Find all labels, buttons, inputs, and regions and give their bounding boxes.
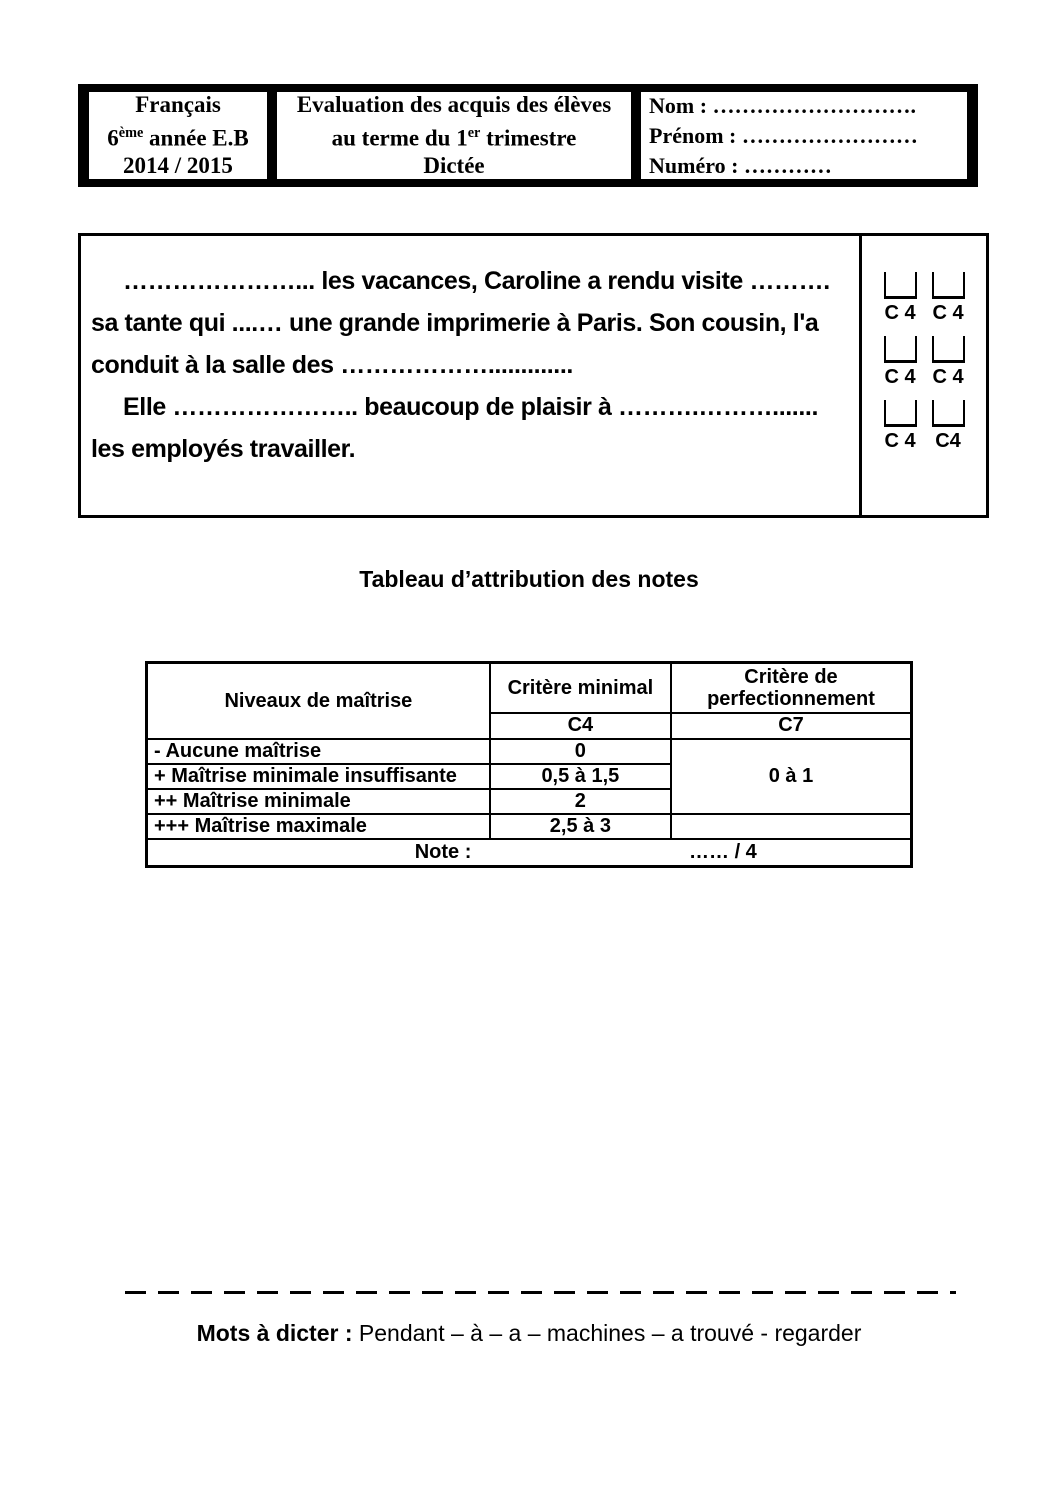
row-label-aucune: - Aucune maîtrise [147,739,490,764]
score-checkbox [884,336,917,363]
course-grade-suffix: année E.B [143,125,249,151]
table-header-row [147,663,912,713]
score-boxes-row-1 [884,272,965,299]
dictation-text [81,236,862,515]
score-checkbox [932,400,965,427]
header-cell-critere-perfectionnement: Critère de perfectionnement [671,663,912,713]
score-labels-row-2 [884,366,965,389]
dictation-line-1: …………………... les vacances, Caroline a rendu visite ………. [123,267,830,295]
row-value-maximale: 2,5 à 3 [490,814,671,839]
header-cell-critere-minimal: Critère minimal [490,663,671,713]
header-course-box [89,92,267,179]
row-label-minimale-insuffisante: + Maîtrise minimale insuffisante [147,764,490,789]
score-label-c4: C 4 [884,430,916,452]
dictation-line-4: Elle ………………….. beaucoup de plaisir à ……….………....... [123,393,818,421]
score-group-2 [884,336,965,389]
score-panel [862,236,986,515]
notes-table [145,661,913,868]
score-label-c4: C 4 [884,302,916,324]
cut-line-dashed [125,1291,956,1294]
note-row-cell [147,839,912,867]
student-number-field: Numéro : ………… [649,152,832,178]
perfectionnement-empty-cell [671,814,912,839]
score-checkbox [932,336,965,363]
subheader-cell-c4: C4 [490,713,671,739]
course-grade-number: 6 [107,125,119,151]
evaluation-title-line1: Evaluation des acquis des élèves [296,91,612,117]
score-label-c4: C 4 [932,302,964,324]
student-firstname-field: Prénom : …………………… [649,122,918,148]
header-cell-niveaux: Niveaux de maîtrise [147,663,490,739]
note-label: Note : [414,840,472,863]
dictation-words-line [0,1320,1058,1347]
header-evaluation-box [277,92,631,179]
dictation-line-5: les employés travailler. [91,435,356,463]
row-value-minimale-insuffisante: 0,5 à 1,5 [490,764,671,789]
course-year: 2014 / 2015 [123,153,233,179]
evaluation-title-line3: Dictée [423,153,485,179]
table-row [147,739,912,764]
course-grade-superscript: ème [118,124,144,141]
evaluation-line2-suffix: trimestre [480,125,577,151]
dictation-box [78,233,989,518]
student-name-field: Nom : ………………………. [649,92,917,118]
row-value-aucune: 0 [490,739,671,764]
header-band [78,84,978,187]
header-student-box [641,92,967,179]
score-checkbox [932,272,965,299]
dictation-line-3: conduit à la salle des ………………............. [91,351,573,379]
score-checkbox [884,272,917,299]
score-labels-row-3 [884,430,965,453]
row-value-minimale: 2 [490,789,671,814]
note-value-field: …… / 4 [689,840,757,863]
score-boxes-row-2 [884,336,965,363]
course-subject: Français [135,91,221,117]
score-group-3 [884,400,965,453]
row-label-maximale: +++ Maîtrise maximale [147,814,490,839]
score-checkbox [884,400,917,427]
dictation-words-list: Pendant – à – a – machines – a trouvé - regarder [352,1320,862,1346]
score-label-c4: C 4 [932,366,964,388]
score-label-c4: C 4 [884,366,916,388]
notes-table-title: Tableau d’attribution des notes [359,566,699,592]
dictation-words-label: Mots à dicter : [196,1320,353,1346]
table-row [147,814,912,839]
score-labels-row-1 [884,302,965,325]
dictation-line-2: sa tante qui ....… une grande imprimerie à Paris. Son cousin, l'a [91,309,819,337]
evaluation-line2-superscript: er [467,124,481,141]
score-group-1 [884,272,965,325]
course-grade [89,119,267,153]
evaluation-line2-prefix: au terme du 1 [331,125,468,151]
perfectionnement-value-cell: 0 à 1 [671,739,912,814]
score-boxes-row-3 [884,400,965,427]
score-label-c4: C4 [935,430,961,452]
table-note-row [147,839,912,867]
evaluation-title-line2 [277,119,631,153]
row-label-minimale: ++ Maîtrise minimale [147,789,490,814]
subheader-cell-c7: C7 [671,713,912,739]
